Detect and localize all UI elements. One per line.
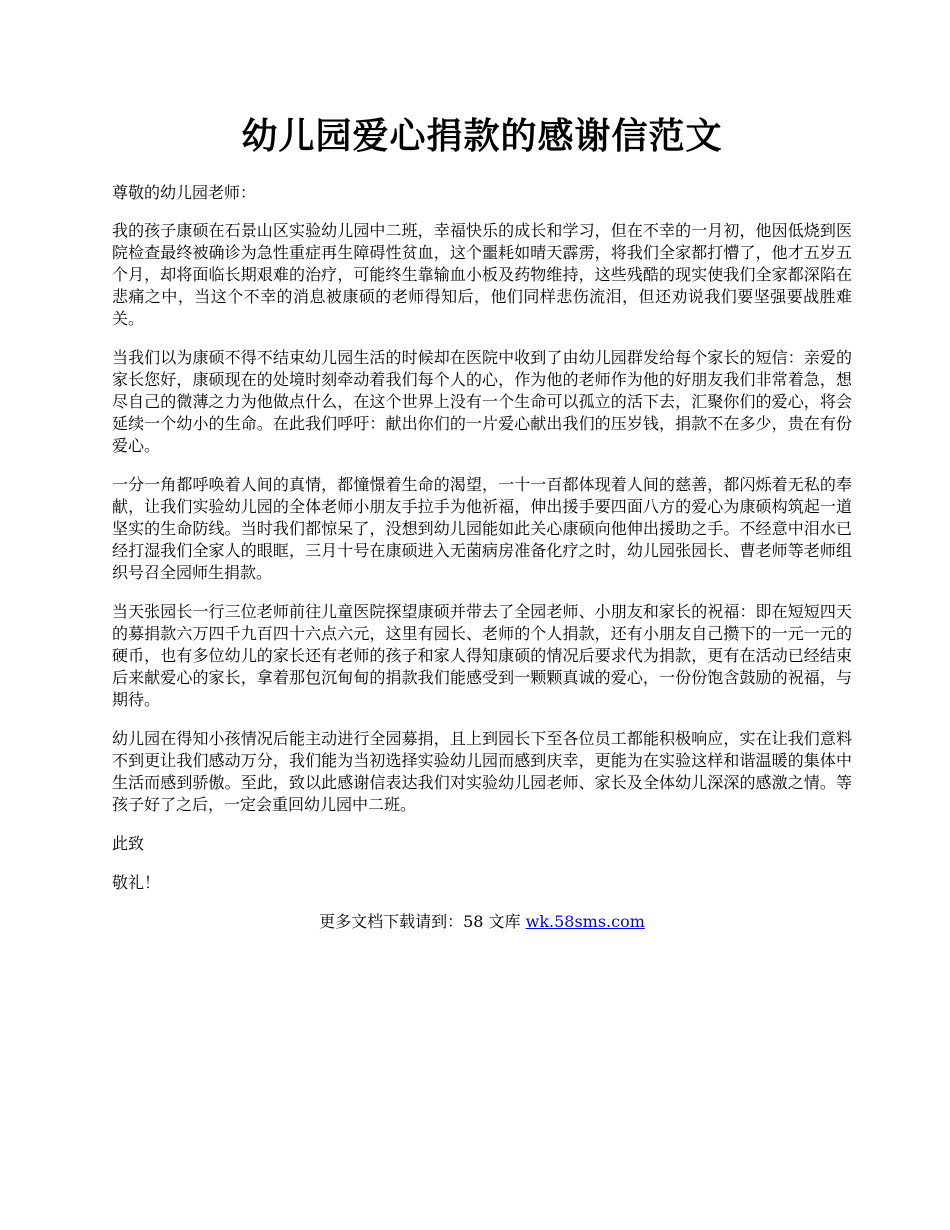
closing-regards: 此致 (112, 834, 145, 853)
paragraph-4: 当天张园长一行三位老师前往儿童医院探望康硕并带去了全园老师、小朋友和家长的祝福：即在短短四天的募捐款六万四千九百四十六点六元，这里有园长、老师的个人捐款，还有小朋友自己攒下的一元一元的硬币，也有多位幼儿的家长还有老师的孩子和家人得知康硕的情况后要求代为捐款，更有在活动已经结束后来献爱心的家长，拿着那包沉甸甸的捐款我们能感受到一颗颗真诚的爱心，一份份饱含鼓励的祝福，与期待。 (112, 602, 852, 709)
document-title: 幼儿园爱心捐款的感谢信范文 (241, 115, 723, 157)
footer-link[interactable]: wk.58sms.com (525, 912, 645, 931)
download-footer (112, 911, 852, 933)
salutation: 尊敬的幼儿园老师： (112, 183, 257, 202)
paragraph-3: 一分一角都呼唤着人间的真情，都憧憬着生命的渴望，一十一百都体现着人间的慈善，都闪烁着无私的奉献，让我们实验幼儿园的全体老师小朋友手拉手为他祈福，伸出援手要四面八方的爱心为康硕构筑起一道坚实的生命防线。当时我们都惊呆了，没想到幼儿园能如此关心康硕向他伸出援助之手。不经意中泪水已经打湿我们全家人的眼眶，三月十号在康硕进入无菌病房准备化疗之时，幼儿园张园长、曹老师等老师组织号召全园师生捐款。 (112, 475, 852, 582)
document-page (112, 112, 852, 933)
closing-salute: 敬礼！ (112, 873, 161, 892)
footer-text: 更多文档下载请到：58 文库 (319, 912, 526, 931)
paragraph-2: 当我们以为康硕不得不结束幼儿园生活的时候却在医院中收到了由幼儿园群发给每个家长的短信：亲爱的家长您好，康硕现在的处境时刻牵动着我们每个人的心，作为他的老师作为他的好朋友我们非常着急，想尽自己的微薄之力为他做点什么，在这个世界上没有一个生命可以孤立的活下去，汇聚你们的爱心，将会延续一个幼小的生命。在此我们呼吁：献出你们的一片爱心献出我们的压岁钱，捐款不在多少，贵在有份爱心。 (112, 348, 852, 455)
paragraph-5: 幼儿园在得知小孩情况后能主动进行全园募捐，且上到园长下至各位员工都能积极响应，实在让我们意料不到更让我们感动万分，我们能为当初选择实验幼儿园而感到庆幸，更能为在实验这样和谐温暖的集体中生活而感到骄傲。至此，致以此感谢信表达我们对实验幼儿园老师、家长及全体幼儿深深的感激之情。等孩子好了之后，一定会重回幼儿园中二班。 (112, 729, 852, 814)
paragraph-1: 我的孩子康硕在石景山区实验幼儿园中二班，幸福快乐的成长和学习，但在不幸的一月初，他因低烧到医院检查最终被确诊为急性重症再生障碍性贫血，这个噩耗如晴天霹雳，将我们全家都打懵了，他才五岁五个月，却将面临长期艰难的治疗，可能终生靠输血小板及药物维持，这些残酷的现实使我们全家都深陷在悲痛之中，当这个不幸的消息被康硕的老师得知后，他们同样悲伤流泪，但还劝说我们要坚强要战胜难关。 (112, 221, 852, 328)
